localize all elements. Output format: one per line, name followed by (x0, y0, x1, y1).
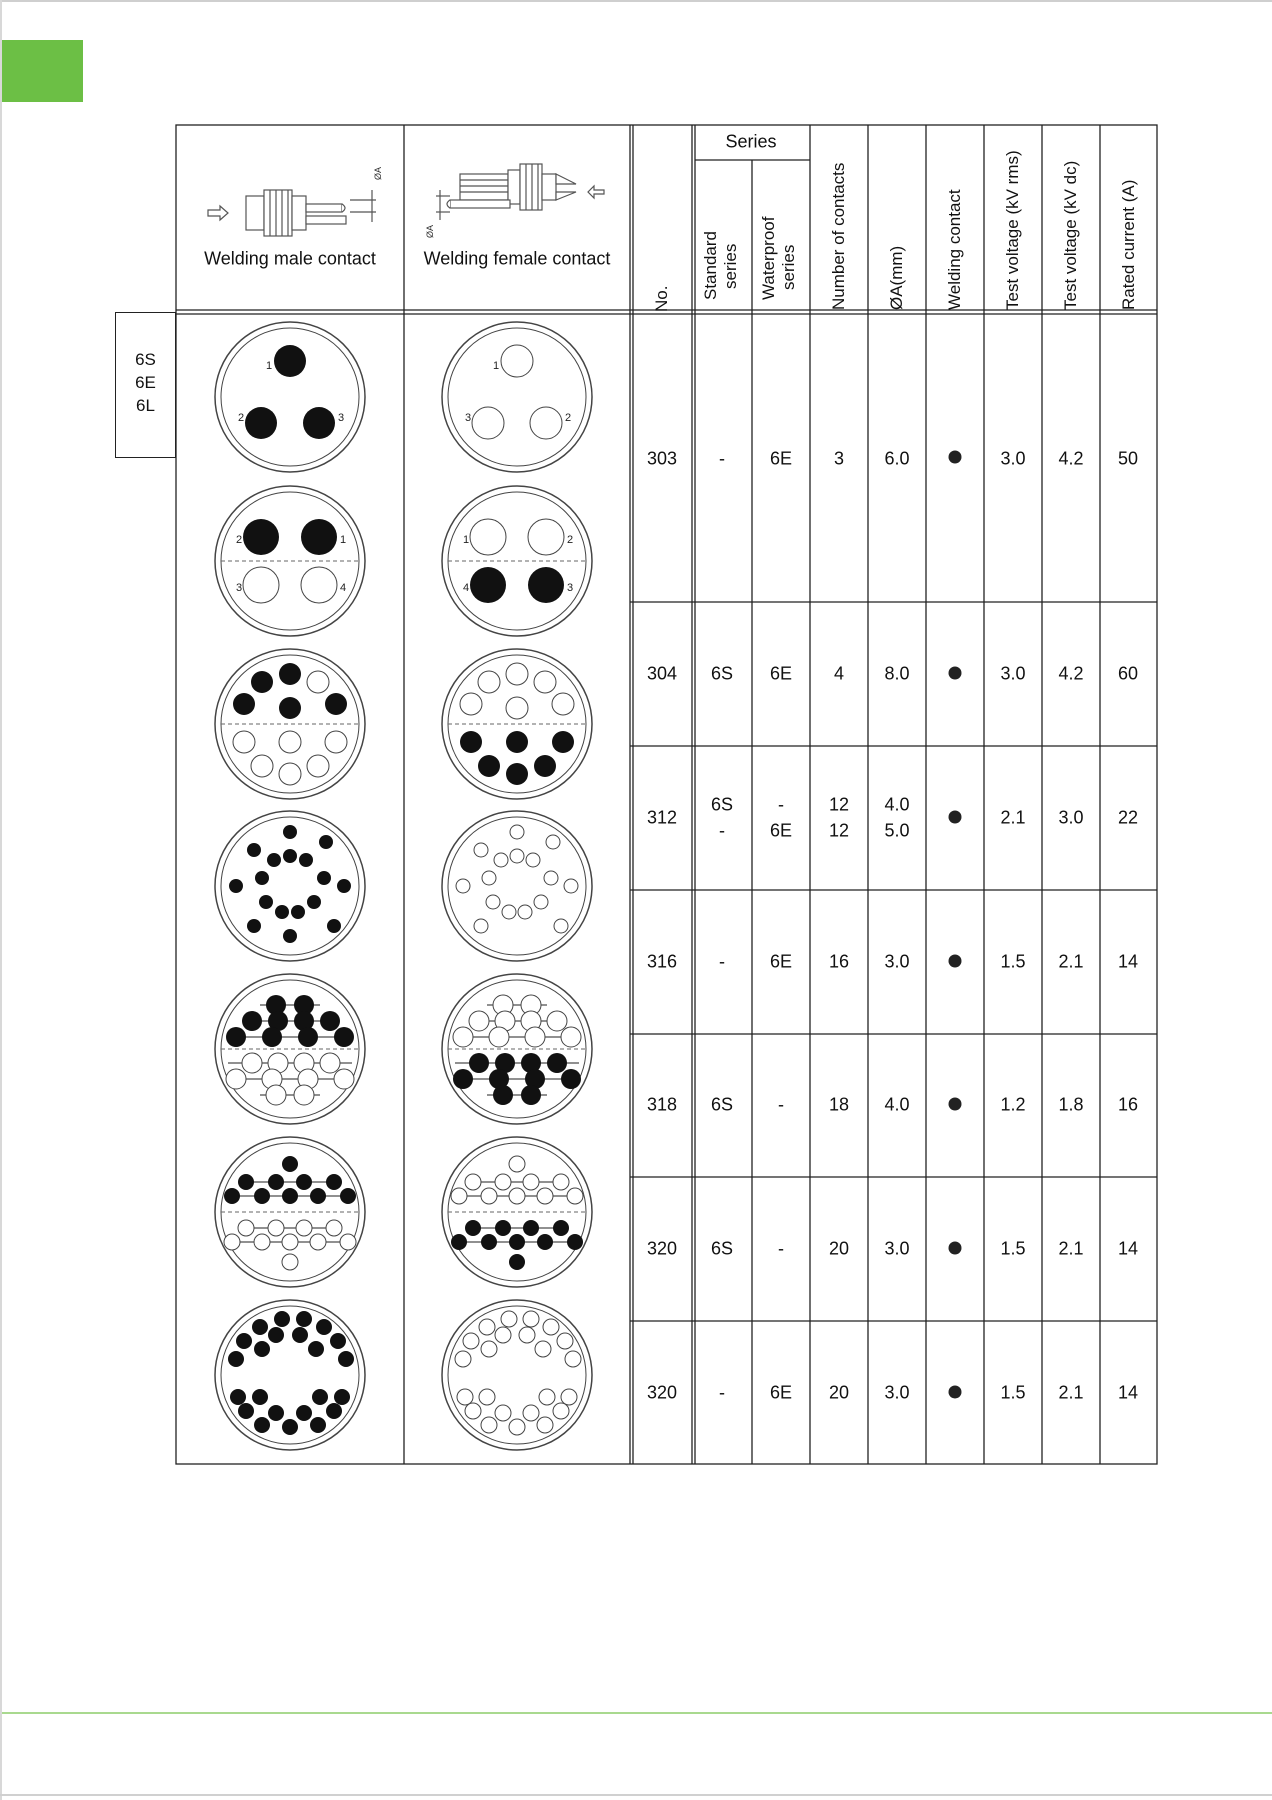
female-face-12 (442, 649, 592, 799)
row7-diameter: 3.0 (884, 1382, 910, 1403)
row5-rated: 16 (1117, 1094, 1139, 1115)
male-face-20-ring (215, 1300, 365, 1450)
row3-diameter-a: 4.0 (884, 794, 910, 815)
row7-rms: 1.5 (1000, 1382, 1026, 1403)
row5-no: 318 (646, 1094, 678, 1115)
page-border-bottom (0, 1794, 1272, 1796)
male-face-16 (215, 811, 365, 961)
row6-welding-dot (949, 1242, 962, 1255)
row4-contacts: 16 (828, 951, 850, 972)
row7-no: 320 (646, 1382, 678, 1403)
row3-contacts-b: 12 (828, 820, 850, 841)
row2-dc: 4.2 (1058, 663, 1084, 684)
row2-no: 304 (646, 663, 678, 684)
row7-waterproof: 6E (769, 1382, 793, 1403)
female-face-16 (442, 811, 592, 961)
side-series-6s: 6S (135, 350, 156, 369)
row7-standard: - (719, 1382, 725, 1403)
row1-waterproof: 6E (769, 448, 793, 469)
header-no: No. (652, 285, 671, 312)
row3-standard-a: 6S (710, 794, 734, 815)
svg-text:2: 2 (236, 534, 243, 546)
row2-waterproof: 6E (769, 663, 793, 684)
row4-no: 316 (646, 951, 678, 972)
row4-rms: 1.5 (1000, 951, 1026, 972)
svg-text:1: 1 (493, 360, 500, 372)
header-standard-2: series (721, 243, 740, 289)
svg-text:2: 2 (238, 412, 245, 424)
male-dim-label: ØA (373, 166, 383, 180)
row5-welding-dot (949, 1098, 962, 1111)
svg-text:1: 1 (266, 360, 273, 372)
male-face-20-split (215, 1137, 365, 1287)
header-test-rms: Test voltage (kV rms) (1003, 150, 1022, 310)
row2-contacts: 4 (833, 663, 845, 684)
row4-diameter: 3.0 (884, 951, 910, 972)
row6-dc: 2.1 (1058, 1238, 1084, 1259)
row4-waterproof: 6E (769, 951, 793, 972)
header-test-dc: Test voltage (kV dc) (1061, 160, 1080, 310)
row1-rms: 3.0 (1000, 448, 1026, 469)
row1-standard: - (719, 448, 725, 469)
row2-rated: 60 (1117, 663, 1139, 684)
row3-waterproof-b: 6E (769, 820, 793, 841)
row7-dc: 2.1 (1058, 1382, 1084, 1403)
svg-text:4: 4 (340, 582, 347, 594)
row4-welding-dot (949, 955, 962, 968)
page-border-left (0, 0, 2, 1800)
female-face-20-ring (442, 1300, 592, 1450)
header-waterproof-2: series (779, 244, 798, 290)
header-diameter: ØA(mm) (887, 245, 906, 310)
row2-standard: 6S (710, 663, 734, 684)
row1-dc: 4.2 (1058, 448, 1084, 469)
side-series-6e: 6E (135, 373, 156, 392)
svg-text:1: 1 (340, 534, 347, 546)
row3-dc: 3.0 (1058, 807, 1084, 828)
footer-green-rule (2, 1712, 1272, 1714)
header-series-group: Series (725, 131, 777, 152)
row7-rated: 14 (1117, 1382, 1139, 1403)
row5-waterproof: - (778, 1094, 784, 1115)
male-face-4 (215, 486, 365, 636)
svg-text:1: 1 (463, 534, 470, 546)
side-series-box (115, 312, 176, 458)
header-rated: Rated current (A) (1119, 179, 1138, 310)
row4-rated: 14 (1117, 951, 1139, 972)
row6-waterproof: - (778, 1238, 784, 1259)
svg-text:2: 2 (567, 534, 574, 546)
header-male: Welding male contact (204, 248, 376, 269)
row7-welding-dot (949, 1386, 962, 1399)
row5-dc: 1.8 (1058, 1094, 1084, 1115)
row1-diameter: 6.0 (884, 448, 910, 469)
male-contact-drawing (200, 160, 390, 240)
row2-welding-dot (949, 667, 962, 680)
header-waterproof-1: Waterproof (759, 216, 778, 300)
svg-text:3: 3 (465, 412, 472, 424)
female-face-18 (442, 974, 592, 1124)
row3-waterproof-a: - (778, 794, 784, 815)
male-face-18 (215, 974, 365, 1124)
row5-rms: 1.2 (1000, 1094, 1026, 1115)
row3-diameter-b: 5.0 (884, 820, 910, 841)
header-contacts: Number of contacts (829, 162, 848, 310)
female-contact-drawing (420, 160, 610, 240)
row6-rms: 1.5 (1000, 1238, 1026, 1259)
connector-face-drawings (176, 314, 630, 1464)
row4-standard: - (719, 951, 725, 972)
svg-text:4: 4 (463, 582, 470, 594)
row2-diameter: 8.0 (884, 663, 910, 684)
row1-rated: 50 (1117, 448, 1139, 469)
male-face-3 (215, 322, 365, 472)
row3-no: 312 (646, 807, 678, 828)
header-female: Welding female contact (423, 248, 611, 269)
row7-contacts: 20 (828, 1382, 850, 1403)
female-face-20-split (442, 1137, 592, 1287)
male-face-12 (215, 649, 365, 799)
row5-standard: 6S (710, 1094, 734, 1115)
row5-contacts: 18 (828, 1094, 850, 1115)
side-series-6l: 6L (136, 396, 155, 415)
row3-contacts-a: 12 (828, 794, 850, 815)
header-welding: Welding contact (945, 189, 964, 310)
row3-welding-dot (949, 811, 962, 824)
green-header-tab (2, 40, 83, 102)
row6-standard: 6S (710, 1238, 734, 1259)
female-dim-label: ØA (425, 224, 435, 238)
female-face-4 (442, 486, 592, 636)
row4-dc: 2.1 (1058, 951, 1084, 972)
row2-rms: 3.0 (1000, 663, 1026, 684)
svg-text:3: 3 (338, 412, 345, 424)
row1-no: 303 (646, 448, 678, 469)
page-border-top (0, 0, 1272, 2)
row6-contacts: 20 (828, 1238, 850, 1259)
female-face-3 (442, 322, 592, 472)
row3-rated: 22 (1117, 807, 1139, 828)
header-standard-1: Standard (701, 231, 720, 300)
row1-contacts: 3 (833, 448, 845, 469)
row5-diameter: 4.0 (884, 1094, 910, 1115)
row6-rated: 14 (1117, 1238, 1139, 1259)
svg-text:3: 3 (567, 582, 574, 594)
svg-text:2: 2 (565, 412, 572, 424)
row1-welding-dot (949, 451, 962, 464)
svg-text:3: 3 (236, 582, 243, 594)
row3-rms: 2.1 (1000, 807, 1026, 828)
row6-diameter: 3.0 (884, 1238, 910, 1259)
row3-standard-b: - (719, 820, 725, 841)
row6-no: 320 (646, 1238, 678, 1259)
